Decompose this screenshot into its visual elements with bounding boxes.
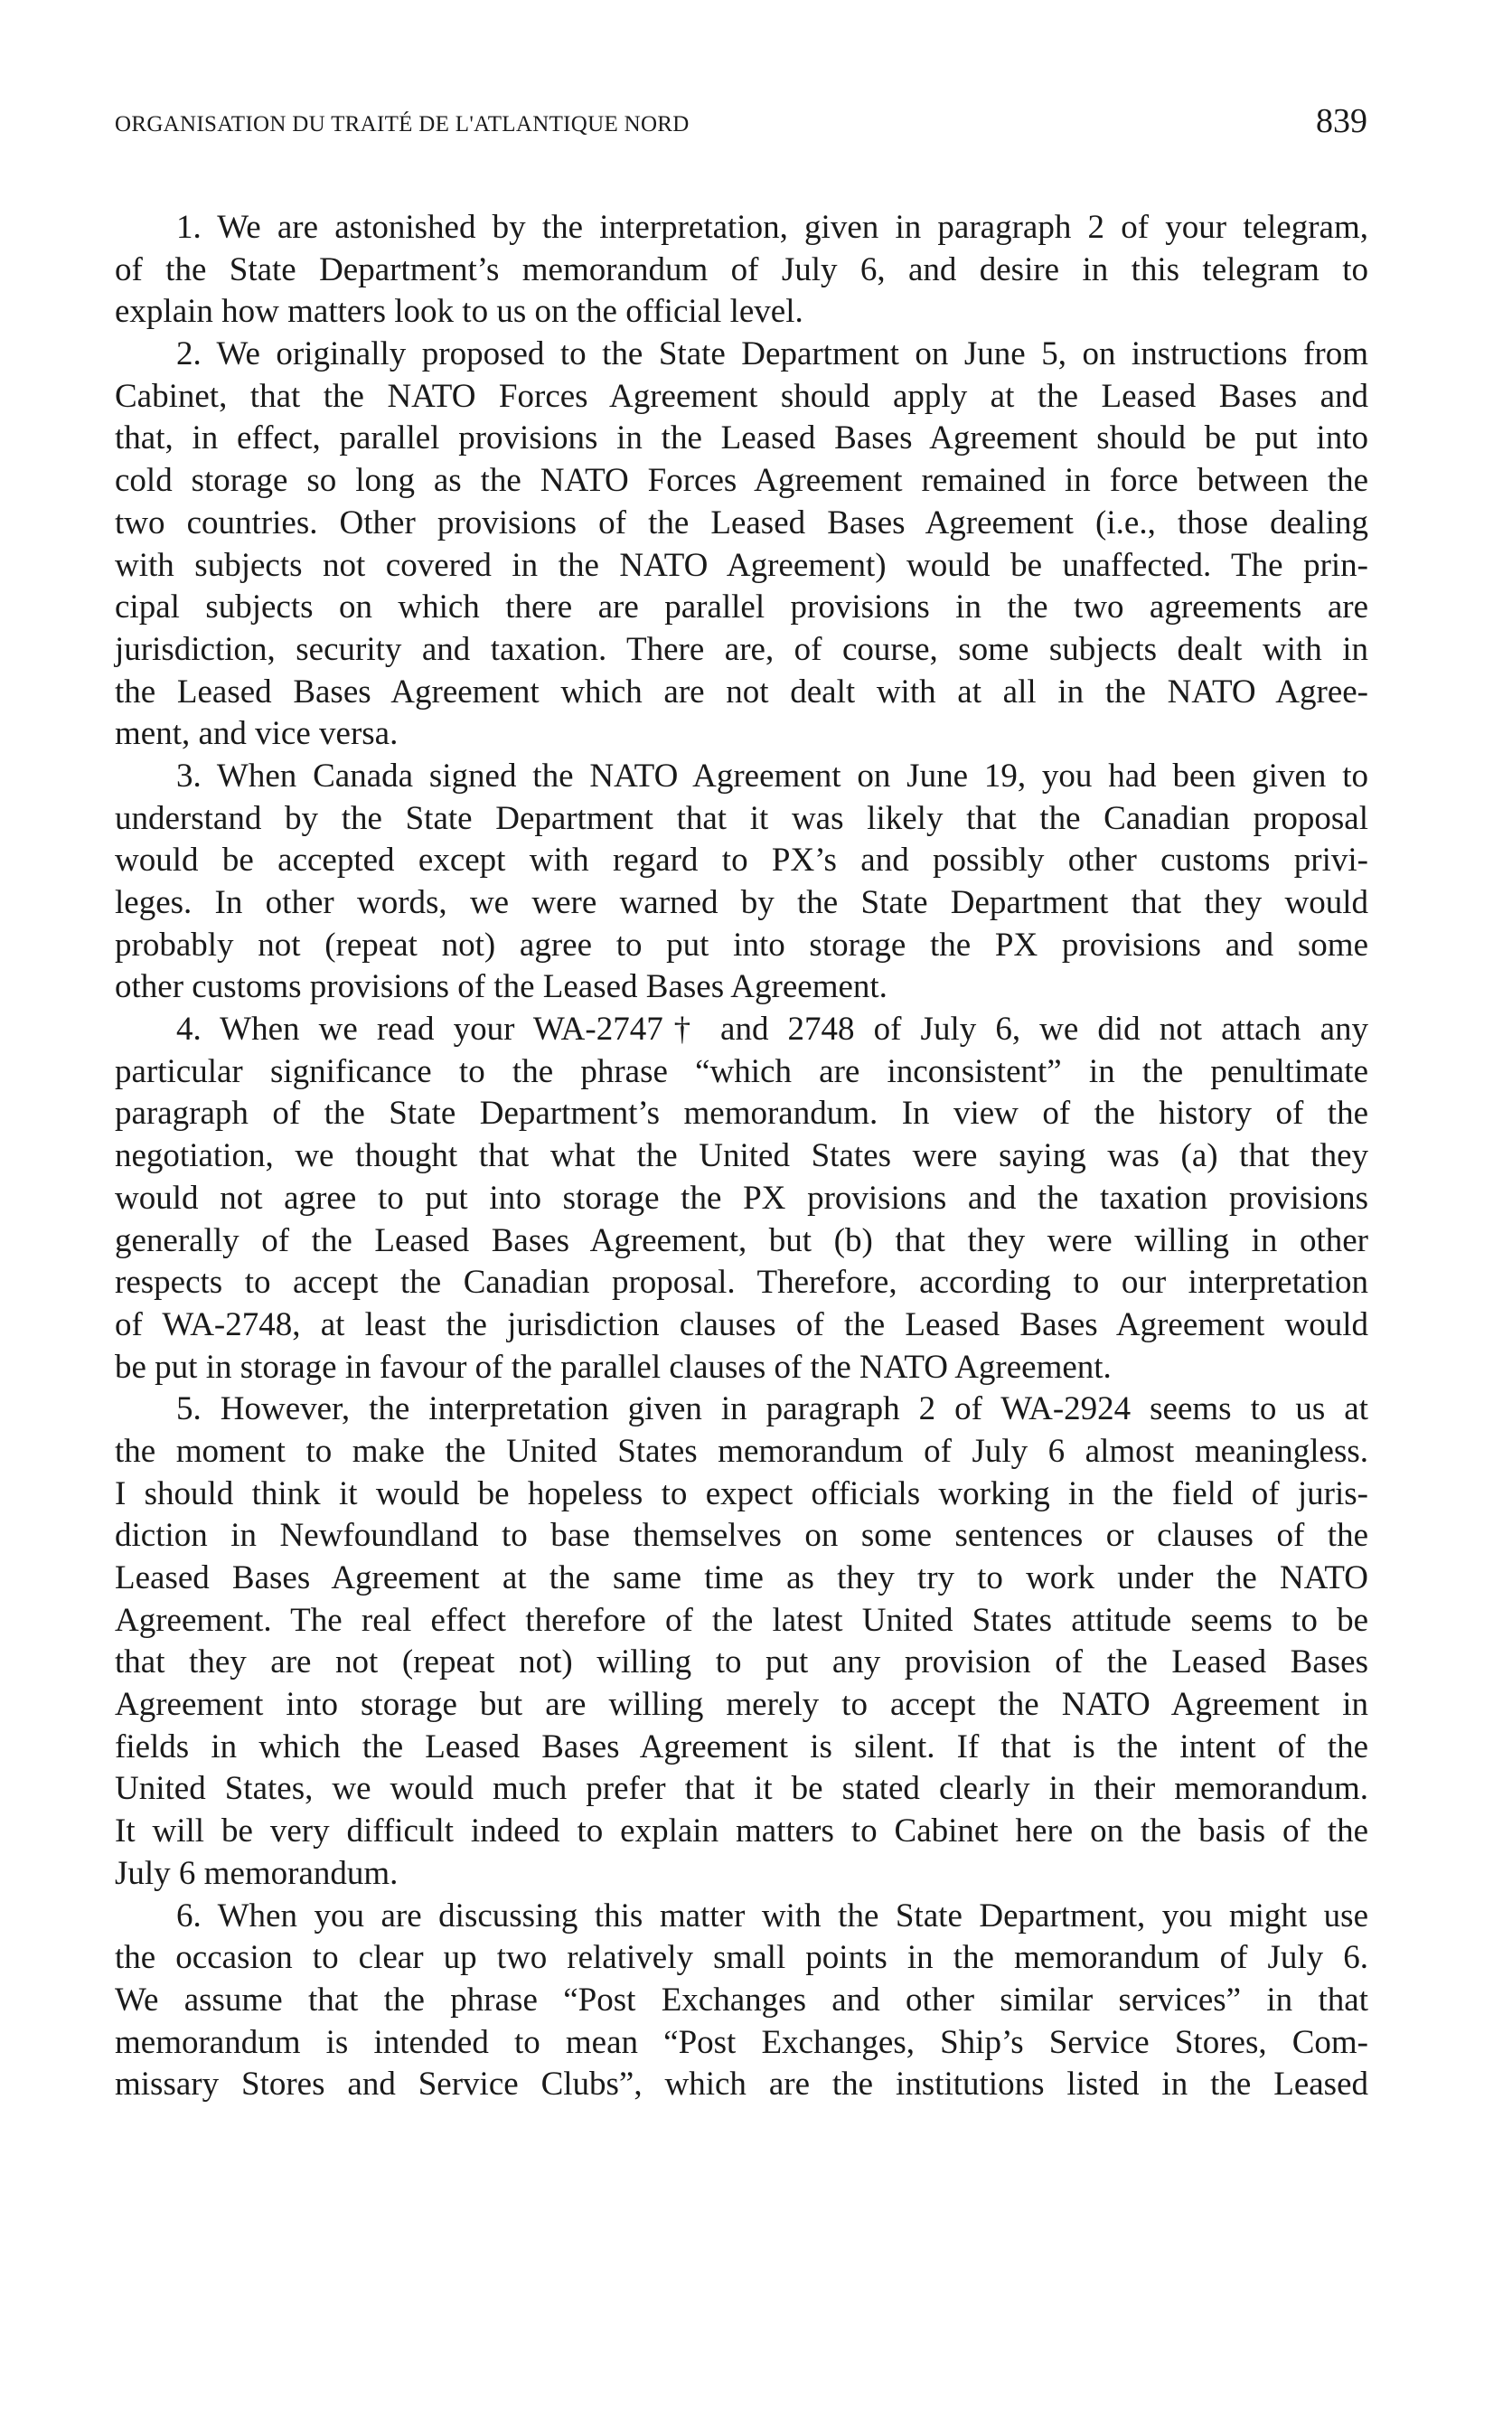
text-line: of the State Department’s memorandum of July 6, and desire in this telegram to [115,250,1368,288]
page-number: 839 [1316,102,1367,140]
paragraph-6 [115,1896,1368,2106]
text-line: two countries. Other provisions of the Leased Bases Agreement (i.e., those dealing [115,504,1368,541]
text-line: paragraph of the State Department’s memorandum. In view of the history of the [115,1095,1368,1133]
text-line: the Leased Bases Agreement which are not dealt with at all in the NATO Agree- [115,673,1368,711]
text-line: 4. When we read your WA-2747† and 2748 of July 6, we did not attach any [176,1011,1368,1049]
text-line: understand by the State Department that it was likely that the Canadian proposal [115,799,1368,837]
text-line: that they are not (repeat not) willing to put any provision of the Leased Bases [115,1643,1368,1681]
text-line: would be accepted except with regard to PX’s and possibly other customs privi- [115,842,1368,880]
paragraph-3 [115,756,1368,1009]
text-line: Cabinet, that the NATO Forces Agreement should apply at the Leased Bases and [115,377,1368,415]
text-line: We assume that the phrase “Post Exchanges and other similar services” in that [115,1981,1368,2019]
text-line: that, in effect, parallel provisions in the Leased Bases Agreement should be put into [115,419,1368,457]
text-line: 6. When you are discussing this matter with the State Department, you might use [176,1897,1368,1935]
text-line: I should think it would be hopeless to expect officials working in the field of juris- [115,1474,1368,1512]
text-line: with subjects not covered in the NATO Agreement) would be unaffected. The prin- [115,546,1368,584]
paragraph-5 [115,1389,1368,1895]
text-line: diction in Newfoundland to base themselves on some sentences or clauses of the [115,1517,1368,1555]
text-line: ment, and vice versa. [115,715,399,753]
text-line: negotiation, we thought that what the United States were saying was (a) that they [115,1137,1368,1175]
text-line: It will be very difficult indeed to explain matters to Cabinet here on the basis of the [115,1812,1368,1850]
text-line: jurisdiction, security and taxation. There are, of course, some subjects dealt with in [115,630,1368,668]
text-line: Agreement. The real effect therefore of the latest United States attitude seems to be [115,1601,1368,1639]
text-line: memorandum is intended to mean “Post Exchanges, Ship’s Service Stores, Com- [115,2023,1368,2061]
paragraph-4 [115,1009,1368,1389]
text-line: cipal subjects on which there are parallel provisions in the two agreements are [115,588,1368,626]
text-line: 5. However, the interpretation given in paragraph 2 of WA-2924 seems to us at [176,1390,1368,1428]
text-line: of WA-2748, at least the jurisdiction clauses of the Leased Bases Agreement would [115,1305,1368,1343]
text-line: missary Stores and Service Clubs”, which are the institutions listed in the Leased [115,2066,1368,2104]
text-line: July 6 memorandum. [115,1854,399,1892]
text-line: generally of the Leased Bases Agreement, but (b) that they were willing in other [115,1221,1368,1259]
text-line: leges. In other words, we were warned by the State Department that they would [115,884,1368,921]
text-line: cold storage so long as the NATO Forces Agreement remained in force between the [115,462,1368,500]
text-line: 1. We are astonished by the interpretation, given in paragraph 2 of your telegram, [176,209,1368,246]
text-line: probably not (repeat not) agree to put into storage the PX provisions and some [115,926,1368,964]
text-line: other customs provisions of the Leased Bases Agreement. [115,968,887,1006]
text-line: Agreement into storage but are willing merely to accept the NATO Agreement in [115,1686,1368,1724]
text-line: 3. When Canada signed the NATO Agreement on June 19, you had been given to [176,757,1368,795]
text-line: 2. We originally proposed to the State Department on June 5, on instructions from [176,335,1368,373]
paragraph-2 [115,334,1368,756]
text-line: respects to accept the Canadian proposal. Therefore, according to our interpretation [115,1264,1368,1302]
text-line: would not agree to put into storage the PX provisions and the taxation provisions [115,1179,1368,1217]
text-line: particular significance to the phrase “which are inconsistent” in the penultimate [115,1052,1368,1090]
text-line: the moment to make the United States memorandum of July 6 almost meaningless. [115,1432,1368,1470]
text-line: Leased Bases Agreement at the same time as they try to work under the NATO [115,1559,1368,1596]
running-head: ORGANISATION DU TRAITÉ DE L'ATLANTIQUE NORD [115,112,690,137]
text-line: be put in storage in favour of the parallel clauses of the NATO Agreement. [115,1348,1112,1386]
text-line: fields in which the Leased Bases Agreement is silent. If that is the intent of the [115,1727,1368,1765]
body-text [115,207,1368,2106]
text-line: United States, we would much prefer that it be stated clearly in their memorandum. [115,1770,1368,1808]
paragraph-1 [115,207,1368,334]
text-line: explain how matters look to us on the official level. [115,293,803,331]
text-line: the occasion to clear up two relatively small points in the memorandum of July 6. [115,1939,1368,1977]
